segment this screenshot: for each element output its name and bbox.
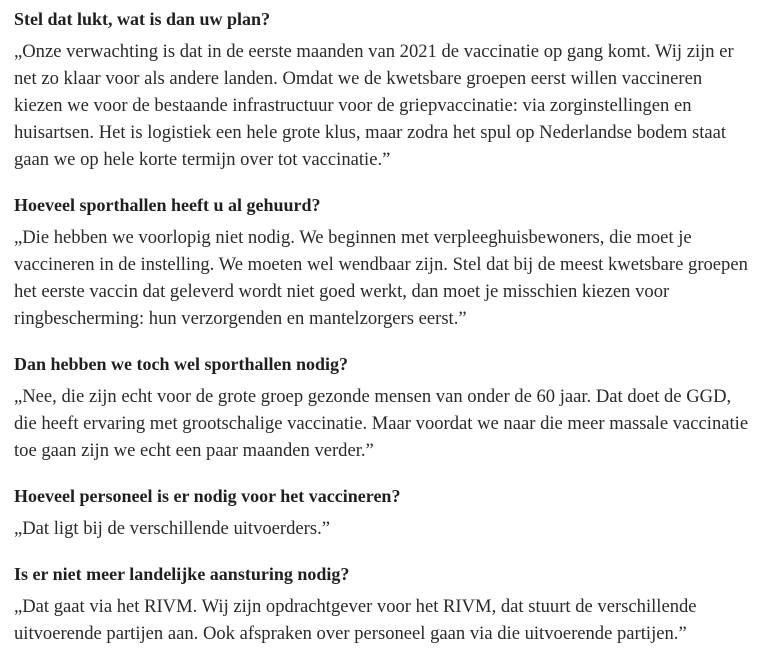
interview-answer: „Dat ligt bij de verschillende uitvoerders.” — [14, 518, 330, 539]
qa-block — [14, 561, 752, 647]
interview-answer: „Die hebben we voorlopig niet nodig. We beginnen met verpleeghuisbewoners, die moet je vaccineren in de instelling. We moeten wel wendbaar zijn. Stel dat bij de meest kwetsbare groepen het eerste vaccin dat geleverd wordt niet goed werkt, dan moet je misschien kiezen voor ringbescherming: hun verzorgenden en mantelzorgers eerst.” — [14, 227, 748, 329]
interview-answer: „Dat gaat via het RIVM. Wij zijn opdrachtgever voor het RIVM, dat stuurt de verschillende uitvoerende partijen aan. Ook afspraken over personeel gaan via die uitvoerende partijen.” — [14, 596, 697, 644]
qa-block — [14, 6, 752, 173]
qa-block — [14, 351, 752, 464]
interview-answer: „Onze verwachting is dat in de eerste maanden van 2021 de vaccinatie op gang komt. Wij zijn er net zo klaar voor als andere landen. Omdat we de kwetsbare groepen eerst willen vaccineren kiezen we voor de bestaande infrastructuur voor de griepvaccinatie: via zorginstellingen en huisartsen. Het is logistiek een hele grote klus, maar zodra het spul op Nederlandse bodem staat gaan we op hele korte termijn over tot vaccinatie.” — [14, 41, 734, 170]
interview-question: Hoeveel sporthallen heeft u al gehuurd? — [14, 195, 321, 215]
interview-question: Is er niet meer landelijke aansturing nodig? — [14, 564, 350, 584]
interview-question: Stel dat lukt, wat is dan uw plan? — [14, 9, 271, 29]
interview-question: Dan hebben we toch wel sporthallen nodig? — [14, 354, 349, 374]
qa-block — [14, 483, 752, 542]
interview-question: Hoeveel personeel is er nodig voor het vaccineren? — [14, 486, 401, 506]
interview-answer: „Nee, die zijn echt voor de grote groep gezonde mensen van onder de 60 jaar. Dat doet de GGD, die heeft ervaring met grootschalige vaccinatie. Maar voordat we naar die meer massale vaccinatie toe gaan zijn we echt een paar maanden verder.” — [14, 386, 749, 461]
qa-block — [14, 192, 752, 332]
